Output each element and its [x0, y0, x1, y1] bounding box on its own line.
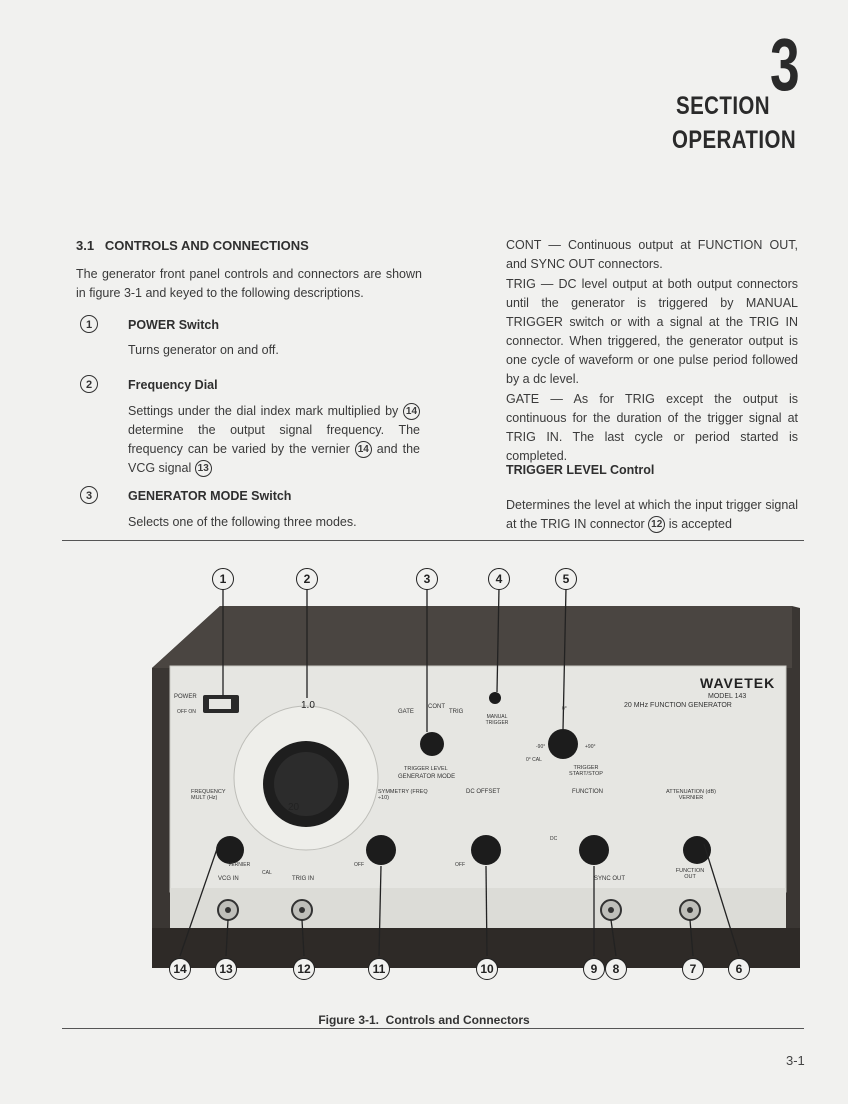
gate-paragraph: GATE — As for TRIG except the output is continuous for the duration of the trigger signal at TRIG IN. The last cycle or period started is completed. — [506, 392, 798, 463]
callout-6: 6 — [728, 958, 750, 980]
callout-14: 14 — [169, 958, 191, 980]
callout-1: 1 — [212, 568, 234, 590]
offset-off-label: OFF — [455, 862, 465, 868]
callout-9: 9 — [583, 958, 605, 980]
page-number: 3-1 — [786, 1053, 805, 1068]
intro-paragraph: The generator front panel controls and connectors are shown in figure 3-1 and keyed to the following descriptions. — [76, 267, 422, 300]
trigger-level-label: TRIGGER LEVEL — [404, 766, 448, 772]
vernier-label: VERNIER — [228, 862, 251, 868]
ref-12: 12 — [648, 516, 665, 533]
model-label: MODEL 143 — [708, 693, 747, 700]
section-heading: 3.1 CONTROLS AND CONNECTIONS — [76, 238, 309, 253]
item-3-title: GENERATOR MODE Switch — [128, 489, 292, 503]
ref-14: 14 — [355, 441, 372, 458]
model-desc: 20 MHz FUNCTION GENERATOR — [624, 702, 732, 709]
callout-3: 3 — [416, 568, 438, 590]
deg-0: 0° — [562, 706, 567, 712]
callout-7: 7 — [682, 958, 704, 980]
power-sub: OFF ON — [177, 709, 196, 715]
dial-mark: 1.0 — [301, 700, 315, 711]
trig-label: TRIG — [449, 709, 464, 715]
figure-caption: Figure 3-1. Controls and Connectors — [318, 1013, 530, 1027]
trigger-level-heading: TRIGGER LEVEL Control — [506, 463, 655, 477]
freq-mult-label: FREQUENCY MULT (Hz) — [191, 789, 226, 801]
trig-in-label: TRIG IN — [292, 876, 314, 882]
item-2-desc: Settings under the dial index mark multiplied by 14 determine the output signal frequency. The frequency can be varied by the vernier 14 and the VCG signal 13 — [128, 402, 420, 478]
deg-neg90: -90° — [536, 744, 546, 750]
section-number: 3 — [770, 23, 800, 106]
cal-label: CAL — [262, 870, 272, 876]
generator-mode-label: GENERATOR MODE — [398, 774, 456, 780]
dc-offset-label: DC OFFSET — [466, 789, 500, 795]
cont-label: CONT — [428, 704, 445, 710]
item-2-marker: 2 — [80, 375, 98, 393]
ref-14: 14 — [403, 403, 420, 420]
item-1-title: POWER Switch — [128, 318, 219, 332]
callout-5: 5 — [555, 568, 577, 590]
sync-out-label: SYNC OUT — [594, 876, 626, 882]
ref-13: 13 — [195, 460, 212, 477]
deg-pos90: +90° — [585, 744, 596, 750]
item-2-title: Frequency Dial — [128, 378, 218, 392]
section-title: OPERATION — [672, 126, 797, 154]
callout-8: 8 — [605, 958, 627, 980]
trigger-start-label: TRIGGER START/STOP — [569, 765, 603, 777]
zero-cal-label: 0° CAL — [526, 757, 542, 763]
power-label: POWER — [174, 694, 197, 700]
section-word: SECTION — [676, 92, 770, 120]
callout-10: 10 — [476, 958, 498, 980]
callout-12: 12 — [293, 958, 315, 980]
brand-logo: WAVETEK — [700, 675, 776, 691]
figure-bottom-rule — [62, 1028, 804, 1029]
callout-13: 13 — [215, 958, 237, 980]
function-out-label: FUNCTION OUT — [675, 868, 705, 880]
vcg-in-label: VCG IN — [218, 876, 239, 882]
symmetry-label: SYMMETRY (FREQ ÷10) — [378, 789, 428, 801]
callout-2: 2 — [296, 568, 318, 590]
figure-top-rule — [62, 540, 804, 541]
trig-paragraph: TRIG — DC level output at both output connectors until the generator is triggered by MANUAL TRIGGER switch or with a signal at the TRIG IN connector. When triggered, the generator output is one cycle of waveform or one pulse period followed by a dc level. — [506, 277, 798, 386]
item-3-desc: Selects one of the following three modes. — [128, 515, 357, 529]
function-label: FUNCTION — [572, 789, 603, 795]
gate-label: GATE — [398, 709, 414, 715]
cont-paragraph: CONT — Continuous output at FUNCTION OUT, and SYNC OUT connectors. — [506, 238, 798, 271]
symmetry-off-label: OFF — [354, 862, 364, 868]
item-1-marker: 1 — [80, 315, 98, 333]
manual-trigger-label: MANUAL TRIGGER — [485, 714, 509, 726]
item-3-marker: 3 — [80, 486, 98, 504]
callout-11: 11 — [368, 958, 390, 980]
dc-label: DC — [550, 836, 558, 842]
trigger-level-paragraph: Determines the level at which the input trigger signal at the TRIG IN connector 12 is accepted — [506, 496, 798, 534]
attenuation-label: ATTENUATION (dB) VERNIER — [666, 789, 716, 801]
item-1-desc: Turns generator on and off. — [128, 343, 279, 357]
dial-index: 20 — [288, 802, 300, 813]
callout-4: 4 — [488, 568, 510, 590]
